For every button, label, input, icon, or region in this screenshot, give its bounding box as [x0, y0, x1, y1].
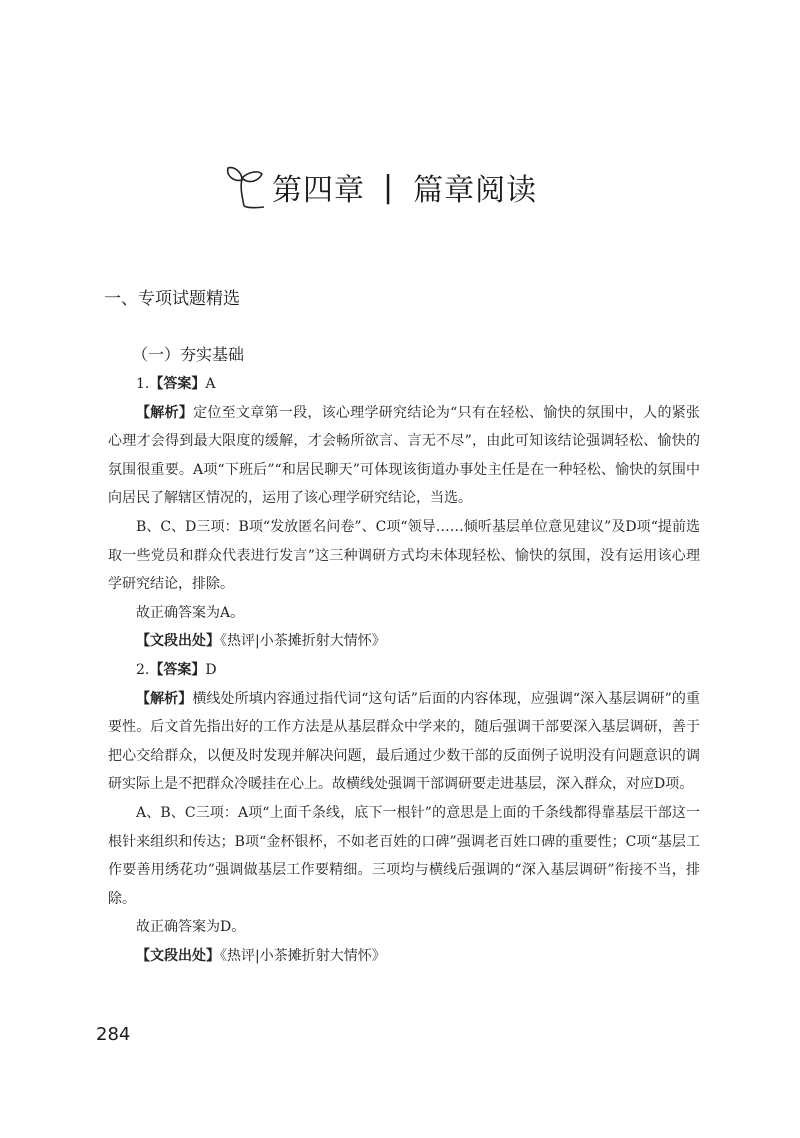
q1-analysis-text: 定位至文章第一段，该心理学研究结论为“只有在轻松、愉快的氛围中，人的紧张心理才会得到最大限度的缓解，才会畅所欲言、言无不尽”，由此可知该结论强调轻松、愉快的氛围很重要。A项“下班后”“和居民聊天”可体现该街道办事处主任是在一种轻松、愉快的氛围中向居民了解辖区情况的，运用了该心理学研究结论，当选。: [108, 404, 701, 507]
page-number: 284: [96, 1024, 131, 1045]
q2-source-text: 《热评|小茶摊折射大情怀》: [220, 947, 386, 964]
q2-number: 2.: [136, 661, 150, 678]
q1-source-tag: 【文段出处】: [136, 633, 220, 650]
section-title: 一、专项试题精选: [104, 289, 240, 309]
subsection-title: （一）夯实基础: [132, 345, 245, 364]
chapter-heading: [222, 152, 537, 222]
q2-analysis-text: 横线处所填内容通过指代词“这句话”后面的内容体现，应强调“深入基层调研”的重要性。后文首先指出好的工作方法是从基层群众中学来的，随后强调干部要深入基层调研，善于把心交给群众，以便及时发现并解决问题，最后通过少数干部的反面例子说明没有问题意识的调研实际上是不把群众冷暖挂在心上。故横线处强调干部调研要走进基层，深入群众，对应D项。: [108, 690, 700, 793]
chapter-subtitle: 篇章阅读: [413, 173, 538, 208]
q2-answer-line: [108, 656, 700, 685]
sprout-icon: [222, 162, 270, 212]
q1-analysis-tag: 【解析】: [136, 404, 194, 421]
q1-answer-line: [108, 370, 700, 399]
q2-analysis: [108, 685, 700, 799]
q2-source-tag: 【文段出处】: [136, 947, 220, 964]
q1-analysis: [108, 399, 700, 513]
q1-answer-tag: 【答案】: [149, 376, 206, 392]
chapter-title: 第四章: [272, 173, 365, 208]
q1-number: 1.: [136, 376, 150, 392]
q1-answer-value: A: [205, 376, 216, 392]
q2-analysis-tag: 【解析】: [136, 690, 193, 707]
q2-answer-tag: 【答案】: [149, 661, 206, 678]
q1-paragraph2: B、C、D三项：B项“发放匿名问卷”、C项“领导……倾听基层单位意见建议”及D项“提前选取一些党员和群众代表进行发言”这三种调研方式均未体现轻松、愉快的氛围，没有运用该心理学研究结论，排除。: [108, 518, 700, 593]
q2-conclusion: 故正确答案为D。: [136, 919, 246, 936]
q1-conclusion: 故正确答案为A。: [136, 604, 245, 621]
q2-paragraph2: A、B、C三项：A项“上面千条线，底下一根针”的意思是上面的千条线都得靠基层干部这一根针来组织和传达；B项“金杯银杯，不如老百姓的口碑”强调老百姓口碑的重要性；C项“基层工作要善用绣花功”强调做基层工作要精细。三项均与横线后强调的“深入基层调研”衔接不当，排除。: [108, 804, 700, 907]
q2-answer-value: D: [205, 661, 217, 678]
chapter-separator: |: [383, 169, 394, 205]
answer-content: [108, 370, 700, 970]
q1-source-text: 《热评|小茶摊折射大情怀》: [220, 633, 386, 650]
q2-source-line: [108, 942, 700, 971]
q1-source-line: [108, 627, 700, 656]
